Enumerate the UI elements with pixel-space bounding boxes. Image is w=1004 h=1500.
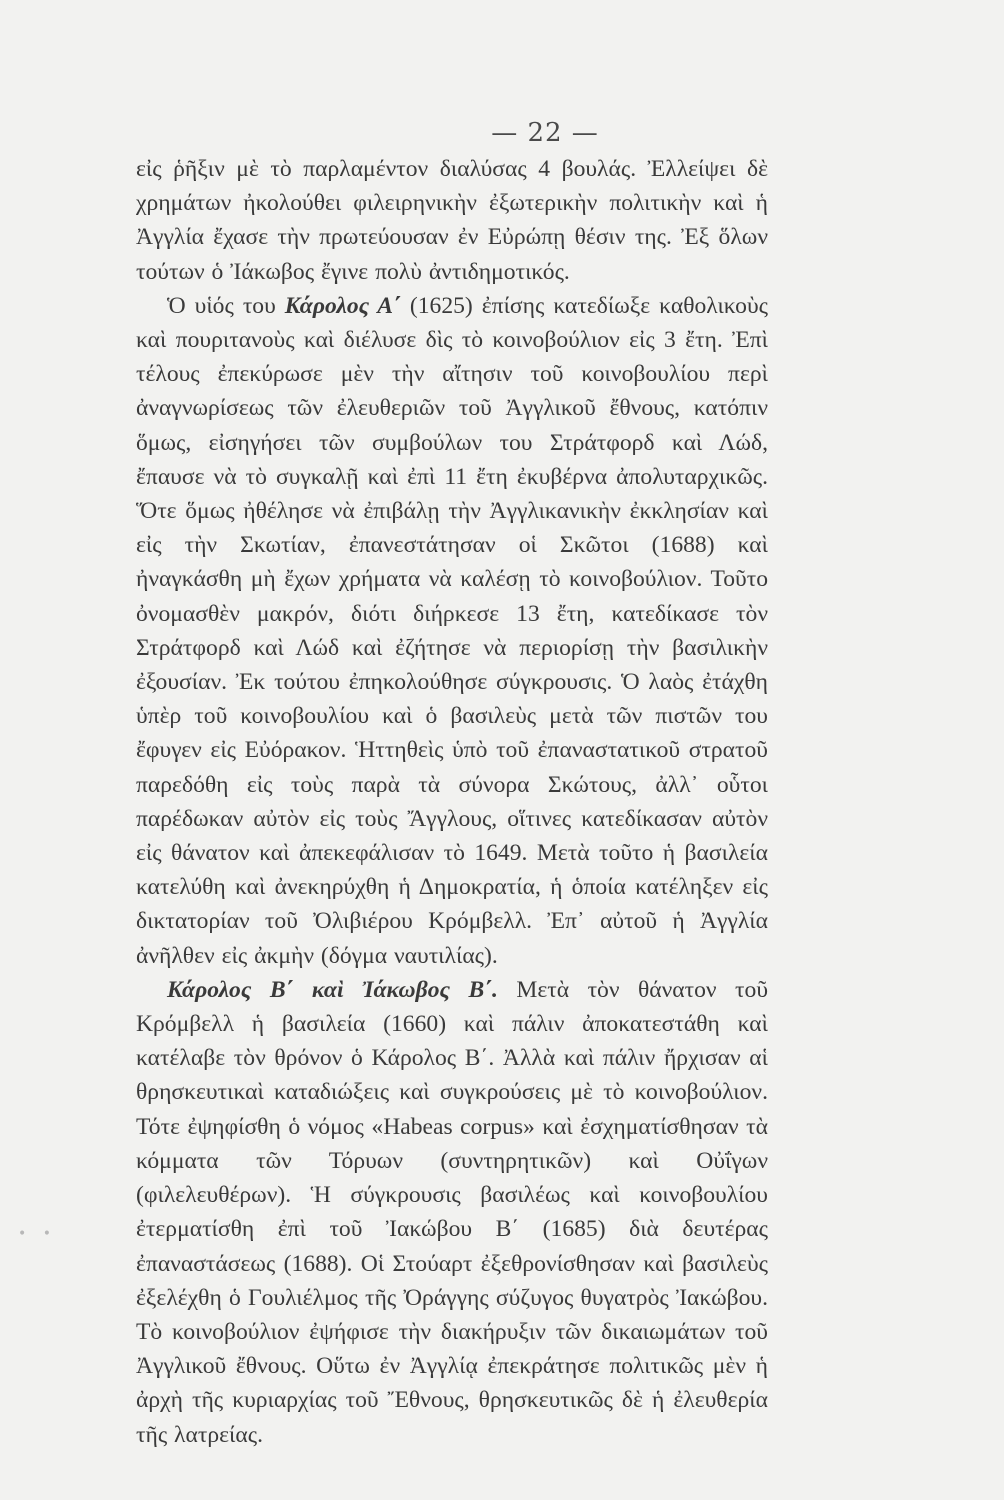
paragraph-1-text: εἰς ῥῆξιν μὲ τὸ παρλαμέντον διαλύσας 4 βουλάς. Ἐλλείψει δὲ χρημάτων ἠκολούθει φιλειρηνικὴν ἐξωτερικὴν πολιτικὴν καὶ ἡ Ἀγγλία ἔχασε τὴν πρωτεύουσαν ἐν Εὐρώπῃ θέσιν της. Ἐξ ὅλων τούτων ὁ Ἰάκωβος ἔγινε πολὺ ἀντιδημοτικός. bbox=[136, 156, 768, 285]
body-text bbox=[136, 152, 768, 1452]
paragraph-3-text: Μετὰ τὸν θάνατον τοῦ Κρόμβελλ ἡ βασιλεία (1660) καὶ πάλιν ἀποκατεστάθη καὶ κατέλαβε τὸν θρόνον ὁ Κάρολος Β΄. Ἀλλὰ καὶ πάλιν ἤρχισαν αἱ θρησκευτικαὶ καταδιώξεις καὶ συγκρούσεις μὲ τὸ κοινοβούλιον. Τότε ἐψηφίσθη ὁ νόμος «Habeas corpus» καὶ ἐσχηματίσθησαν τὰ κόμματα τῶν Τόρυων (συντηρητικῶν) καὶ Οὐΐγων (φιλελευθέρων). Ἡ σύγκρουσις βασιλέως καὶ κοινοβουλίου ἐτερματίσθη ἐπὶ τοῦ Ἰακώβου Β΄ (1685) διὰ δευτέρας ἐπαναστάσεως (1688). Οἱ Στούαρτ ἐξεθρονίσθησαν καὶ βασιλεὺς ἐξελέχθη ὁ Γουλιέλμος τῆς Ὀράγγης σύζυγος θυγατρὸς Ἰακώβου. Τὸ κοινοβούλιον ἐψήφισε τὴν διακήρυξιν τῶν δικαιωμάτων τοῦ Ἀγγλικοῦ ἔθνους. Οὕτω ἐν Ἀγγλίᾳ ἐπεκράτησε πολιτικῶς μὲν ἡ ἀρχὴ τῆς κυριαρχίας τοῦ Ἔθνους, θρησκευτικῶς δὲ ἡ ἐλευθερία τῆς λατρείας. bbox=[136, 976, 768, 1448]
page-number: — 22 — bbox=[491, 118, 599, 148]
margin-mark: • • bbox=[18, 1226, 57, 1242]
paragraph-2-heading: Κάρολος Α΄ bbox=[284, 292, 401, 319]
paragraph-3-heading: Κάρολος Β΄ καὶ Ἰάκωβος Β΄. bbox=[167, 976, 498, 1003]
paragraph-3 bbox=[136, 973, 768, 1452]
paragraph-2 bbox=[136, 289, 768, 973]
paragraph-2-pre: Ὁ υἱός του bbox=[167, 292, 285, 319]
paragraph-1 bbox=[136, 152, 768, 289]
paragraph-2-text: (1625) ἐπίσης κατεδίωξε καθολικοὺς καὶ πουριτανοὺς καὶ διέλυσε δὶς τὸ κοινοβούλιον εἰς 3 ἔτη. Ἐπὶ τέλους ἐπεκύρωσε μὲν τὴν αἴτησιν τοῦ κοινοβουλίου περὶ ἀναγνωρίσεως τῶν ἐλευθεριῶν τοῦ Ἀγγλικοῦ ἔθνους, κατόπιν ὅμως, εἰσηγήσει τῶν συμβούλων του Στράτφορδ καὶ Λώδ, ἔπαυσε νὰ τὸ συγκαλῇ καὶ ἐπὶ 11 ἔτη ἐκυβέρνα ἀπολυταρχικῶς. Ὅτε ὅμως ἠθέλησε νὰ ἐπιβάλῃ τὴν Ἀγγλικανικὴν ἐκκλησίαν καὶ εἰς τὴν Σκωτίαν, ἐπανεστάτησαν οἱ Σκῶτοι (1688) καὶ ἠναγκάσθη μὴ ἔχων χρήματα νὰ καλέσῃ τὸ κοινοβούλιον. Τοῦτο ὀνομασθὲν μακρόν, διότι διήρκεσε 13 ἔτη, κατεδίκασε τὸν Στράτφορδ καὶ Λώδ καὶ ἐζήτησε νὰ περιορίσῃ τὴν βασιλικὴν ἐξουσίαν. Ἐκ τούτου ἐπηκολούθησε σύγκρουσις. Ὁ λαὸς ἐτάχθη ὑπὲρ τοῦ κοινοβουλίου καὶ ὁ βασιλεὺς μετὰ τῶν πιστῶν του ἔφυγεν εἰς Εὐόρακον. Ἡττηθεὶς ὑπὸ τοῦ ἐπαναστατικοῦ στρατοῦ παρεδόθη εἰς τοὺς παρὰ τὰ σύνορα Σκώτους, ἀλλ᾿ οὗτοι παρέδωκαν αὐτὸν εἰς τοὺς Ἄγγλους, οἵτινες κατεδίκασαν αὐτὸν εἰς θάνατον καὶ ἀπεκεφάλισαν τὸ 1649. Μετὰ τοῦτο ἡ βασιλεία κατελύθη καὶ ἀνεκηρύχθη ἡ Δημοκρατία, ἡ ὁποία κατέληξεν εἰς δικτατορίαν τοῦ Ὀλιβιέρου Κρόμβελλ. Ἐπ᾿ αὐτοῦ ἡ Ἀγγλία ἀνῆλθεν εἰς ἀκμὴν (δόγμα ναυτιλίας). bbox=[136, 292, 768, 969]
